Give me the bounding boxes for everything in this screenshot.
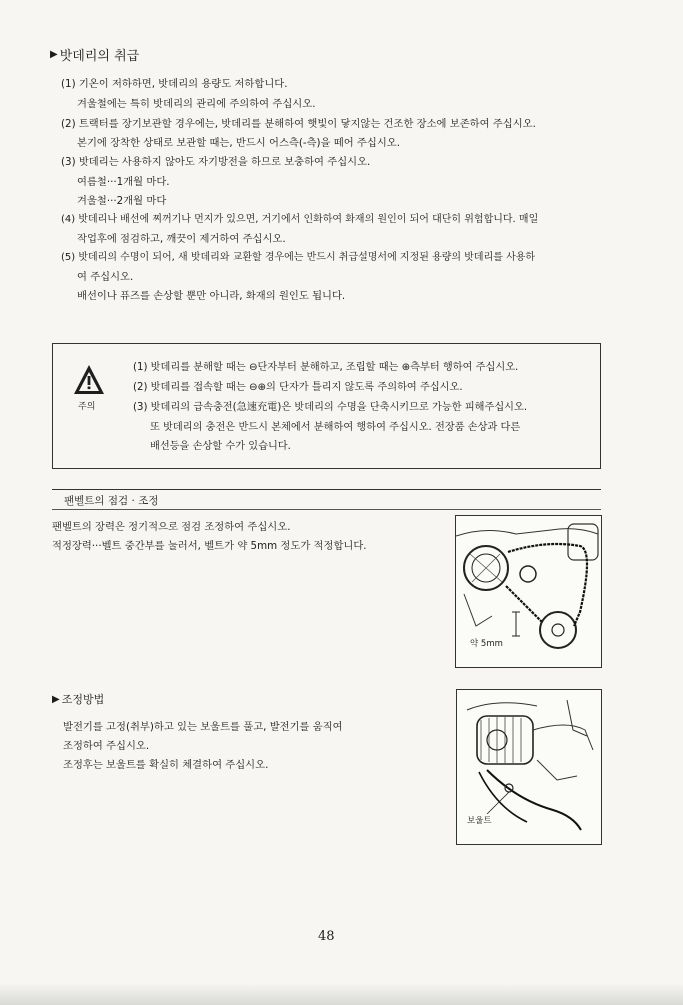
battery-line: (4) 밧데리나 배선에 찌꺼기나 먼지가 있으면, 거기에서 인화하여 화재의 원인이 되어 대단히 위험합니다. 매일 <box>61 214 539 225</box>
fanbelt-line: 적정장력···벨트 중간부를 눌러서, 벨트가 약 5mm 정도가 적정합니다. <box>52 540 367 552</box>
battery-line: 겨울철···2개월 마다 <box>77 195 167 207</box>
caution-line: 배선등을 손상할 수가 있습니다. <box>150 441 291 452</box>
battery-line: (5) 밧데리의 수명이 되어, 새 밧데리와 교환할 경우에는 반드시 취급설명서에 지정된 용량의 밧데리를 사용하 <box>61 252 536 263</box>
battery-section-title: ▶ 밧데리의 취급 <box>50 49 140 64</box>
battery-line: 본기에 장착한 상태로 보관할 때는, 반드시 어스측(-측)을 떼어 주십시오. <box>77 137 400 149</box>
battery-line: 겨울철에는 특히 밧데리의 관리에 주의하여 주십시오. <box>77 98 316 110</box>
fanbelt-figure <box>455 515 602 668</box>
adjust-line: 발전기를 고정(취부)하고 있는 보울트를 풀고, 발전기를 움직여 <box>63 721 343 733</box>
section-divider <box>52 509 601 510</box>
battery-line: 작업후에 점검하고, 깨끗이 제거하여 주십시오. <box>77 233 286 245</box>
caution-line: 또 밧데리의 충전은 반드시 본체에서 분해하여 행하여 주십시오. 전장품 손상과 다른 <box>150 422 521 433</box>
caution-line: (2) 밧데리를 접속할 때는 ⊖⊕의 단자가 틀리지 않도록 주의하여 주십시오. <box>133 382 463 393</box>
warning-triangle-icon <box>73 364 105 396</box>
battery-line: 여름철···1개월 마다. <box>77 176 170 188</box>
scan-edge <box>0 983 683 1005</box>
adjust-line: 조정하여 주십시오. <box>63 740 150 752</box>
adjust-line: 조정후는 보울트를 확실히 체결하여 주십시오. <box>63 759 269 771</box>
adjust-section-title: ▶ 조정방법 <box>52 693 105 706</box>
page-number: 48 <box>318 929 335 944</box>
triangle-bullet-icon: ▶ <box>52 693 60 705</box>
battery-line: (1) 기온이 저하하면, 밧데리의 용량도 저하합니다. <box>61 78 288 90</box>
triangle-bullet-icon: ▶ <box>50 49 58 60</box>
section-divider <box>52 489 601 490</box>
fanbelt-figure-label: 약 5mm <box>470 639 503 649</box>
caution-line: (1) 밧데리를 분해할 때는 ⊖단자부터 분해하고, 조립할 때는 ⊕측부터 행하여 주십시오. <box>133 362 519 373</box>
fanbelt-section-title: 팬벨트의 점검 · 조정 <box>64 495 159 507</box>
caution-box <box>52 343 601 469</box>
fanbelt-line: 팬벨트의 장력은 정기적으로 점검 조정하여 주십시오. <box>52 521 291 533</box>
battery-line: 여 주십시오. <box>77 271 134 283</box>
battery-line: (2) 트랙터를 장기보관할 경우에는, 밧데리를 분해하여 햇빛이 닿지않는 건조한 장소에 보존하여 주십시오. <box>61 118 536 130</box>
bolt-figure <box>456 689 602 845</box>
bolt-figure-label: 보울트 <box>467 816 492 826</box>
battery-line: 배선이나 퓨즈를 손상할 뿐만 아니라, 화재의 원인도 됩니다. <box>77 290 346 302</box>
caution-line: (3) 밧데리의 급속충전(急速充電)은 밧데리의 수명을 단축시키므로 가능한 피해주십시오. <box>133 402 528 413</box>
battery-line: (3) 밧데리는 사용하지 않아도 자기방전을 하므로 보충하여 주십시오. <box>61 156 371 168</box>
caution-label: 주의 <box>78 402 96 412</box>
